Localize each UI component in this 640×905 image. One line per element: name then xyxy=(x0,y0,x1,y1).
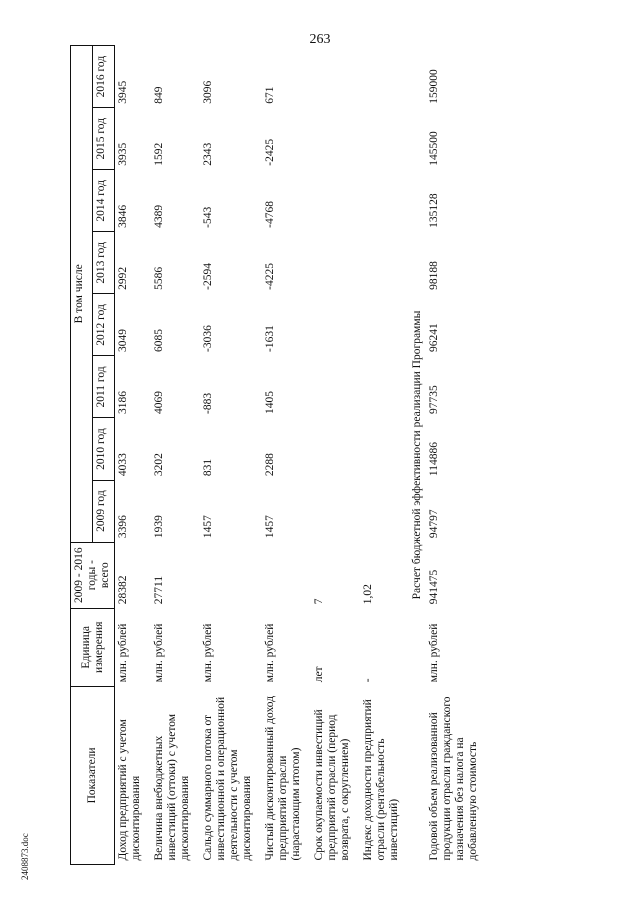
row-value xyxy=(311,480,354,542)
row-value xyxy=(360,170,403,232)
row-value xyxy=(360,46,403,108)
row-value: 2343 xyxy=(202,142,214,166)
row-value: 1939 xyxy=(153,515,165,539)
table-row xyxy=(426,46,482,865)
row-value xyxy=(311,46,354,108)
row-value: 135128 xyxy=(428,193,440,228)
row-value: 1457 xyxy=(202,515,214,539)
row-value: 1457 xyxy=(264,515,276,539)
header-year: 2014 год xyxy=(93,170,115,232)
row-value: 2288 xyxy=(264,453,276,477)
row-value: 4069 xyxy=(153,391,165,414)
row-value: -1631 xyxy=(264,325,276,352)
row-total: 1,02 xyxy=(362,584,374,605)
row-value: 97735 xyxy=(428,385,440,414)
row-label: Величина внебюджетных инвестиций (оттоки) с учетом дисконтирования xyxy=(153,713,191,861)
table-row xyxy=(115,46,146,865)
row-label: Годовой объем реализованной продукции отрасли гражданского назначения без налога на добавленную стоимость xyxy=(428,696,479,861)
row-label: Доход предприятий с учетом дисконтирования xyxy=(117,719,142,861)
row-value: 671 xyxy=(264,86,276,104)
row-value: 159000 xyxy=(428,69,440,104)
document-id: 2408873.doc xyxy=(20,833,30,880)
row-total: 941475 xyxy=(428,569,440,605)
row-value: -543 xyxy=(202,206,214,228)
header-year: 2013 год xyxy=(93,232,115,294)
header-indicator: Показатели xyxy=(71,686,115,864)
row-value xyxy=(311,418,354,480)
row-label: Срок окупаемости инвестиций предприятий отрасли (период возврата, с округлением) xyxy=(313,709,351,861)
row-value xyxy=(360,480,403,542)
rotated-table-container xyxy=(70,45,590,865)
row-value xyxy=(311,232,354,294)
row-total xyxy=(262,542,305,608)
header-unit: Единица измерения xyxy=(71,608,115,686)
row-total: 7 xyxy=(313,598,325,605)
row-total xyxy=(200,542,256,608)
row-label: Индекс доходности предприятий отрасли (рентабельность инвестиций) xyxy=(362,699,400,861)
row-value: 5586 xyxy=(153,266,165,290)
row-value: 2992 xyxy=(117,266,129,290)
row-value xyxy=(311,356,354,418)
row-value: 114886 xyxy=(428,441,440,477)
row-unit: - xyxy=(362,678,374,683)
header-total: 2009 - 2016 годы - всего xyxy=(71,542,115,608)
row-value: 1405 xyxy=(264,391,276,414)
row-value: 94797 xyxy=(428,509,440,539)
header-year: 2009 год xyxy=(93,480,115,542)
table-body xyxy=(115,46,489,865)
row-unit: млн. рублей xyxy=(428,623,440,683)
row-value: 831 xyxy=(202,458,214,477)
header-year: 2012 год xyxy=(93,294,115,356)
row-unit: млн. рублей xyxy=(202,623,214,683)
row-total: 27711 xyxy=(153,575,165,605)
header-year: 2010 год xyxy=(93,418,115,480)
row-value: 4389 xyxy=(153,204,165,228)
table-row xyxy=(200,46,256,865)
row-unit: млн. рублей xyxy=(264,623,276,683)
row-value: 3935 xyxy=(117,142,129,166)
row-value: -3036 xyxy=(202,325,214,352)
row-value: 145500 xyxy=(428,131,440,166)
row-value xyxy=(360,356,403,418)
row-value: -2425 xyxy=(264,138,276,166)
row-unit: лет xyxy=(313,666,325,683)
row-value xyxy=(311,294,354,356)
row-value: 3186 xyxy=(117,391,129,414)
header-year: 2015 год xyxy=(93,108,115,170)
row-value: 4033 xyxy=(117,453,129,477)
row-value: -883 xyxy=(202,392,214,414)
row-value: 3096 xyxy=(202,80,214,104)
indicators-table xyxy=(70,45,488,865)
table-row xyxy=(311,46,354,865)
row-value: 6085 xyxy=(153,328,165,352)
header-year: 2011 год xyxy=(93,356,115,418)
row-value: -4768 xyxy=(264,200,276,228)
section-caption: Расчет бюджетной эффективности реализации Программы xyxy=(411,310,423,600)
row-value xyxy=(311,108,354,170)
row-label: Сальдо суммарного потока от инвестиционной и операционной деятельности с учетом дисконтирования xyxy=(202,696,253,861)
row-value: 3846 xyxy=(117,204,129,228)
header-including: В том числе xyxy=(71,46,93,543)
table-row xyxy=(151,46,194,865)
row-value: 96241 xyxy=(428,323,440,352)
row-value: 3049 xyxy=(117,328,129,352)
row-value xyxy=(360,294,403,356)
row-value xyxy=(360,232,403,294)
row-total: 28382 xyxy=(117,575,129,605)
row-value: -4225 xyxy=(264,263,276,290)
row-unit: млн. рублей xyxy=(117,623,129,683)
table-row xyxy=(262,46,305,865)
header-year: 2016 год xyxy=(93,46,115,108)
row-value xyxy=(311,170,354,232)
row-unit: млн. рублей xyxy=(153,623,165,683)
row-value: 3202 xyxy=(153,453,165,477)
row-value xyxy=(360,418,403,480)
row-value: 1592 xyxy=(153,142,165,166)
row-value: 98188 xyxy=(428,261,440,290)
row-value: -2594 xyxy=(202,263,214,290)
row-value: 849 xyxy=(153,86,165,104)
page-number: 263 xyxy=(309,32,331,47)
row-label: Чистый дисконтированный доход предприятий отрасли (нарастающим итогом) xyxy=(264,695,302,861)
row-value xyxy=(360,108,403,170)
row-value: 3396 xyxy=(117,515,129,539)
table-row xyxy=(360,46,403,865)
row-value: 3945 xyxy=(117,80,129,104)
